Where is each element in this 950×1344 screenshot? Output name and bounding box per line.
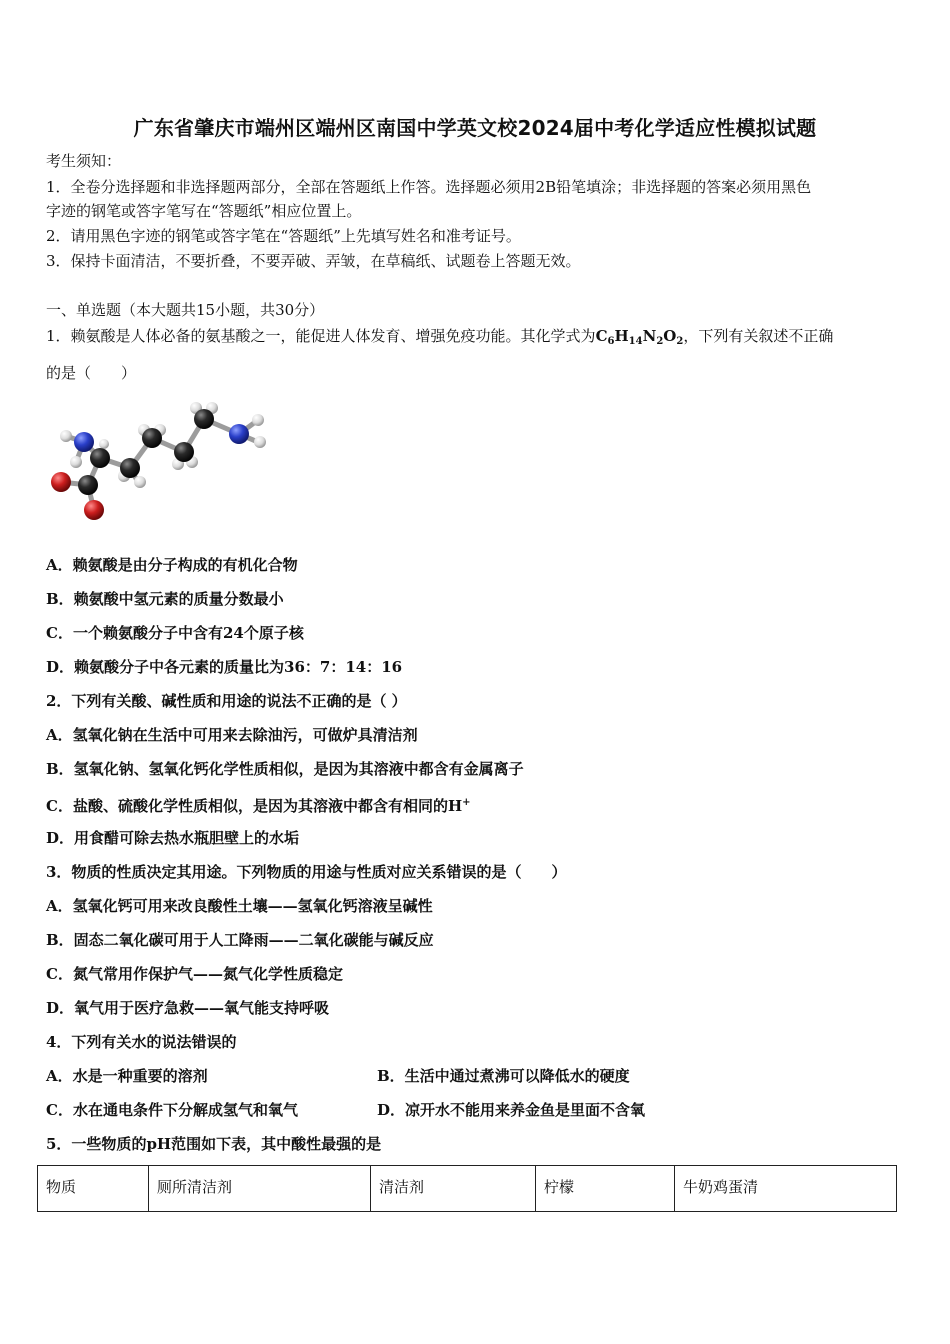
notice-item: 1．全卷分选择题和非选择题两部分，全部在答题纸上作答。选择题必须用2B铅笔填涂；非选择题的答案必须用黑色: [46, 178, 812, 196]
table-header-cell: 牛奶鸡蛋清: [675, 1166, 897, 1212]
q2-option-b: B．氢氧化钠、氢氧化钙化学性质相似，是因为其溶液中都含有金属离子: [46, 760, 524, 778]
notice-item: 3．保持卡面清洁，不要折叠，不要弄破、弄皱，在草稿纸、试题卷上答题无效。: [46, 252, 581, 270]
table-row: [38, 1166, 897, 1212]
table-header-cell: 厕所清洁剂: [149, 1166, 371, 1212]
ph-table: [37, 1165, 897, 1212]
q1-option-d: D．赖氨酸分子中各元素的质量比为36：7：14：16: [46, 658, 403, 676]
q3-option-a: A．氢氧化钙可用来改良酸性土壤——氢氧化钙溶液呈碱性: [46, 897, 433, 915]
q1-option-b: B．赖氨酸中氢元素的质量分数最小: [46, 590, 284, 608]
table-header-cell: 清洁剂: [371, 1166, 536, 1212]
q3-option-c: C．氮气常用作保护气——氮气化学性质稳定: [46, 965, 343, 983]
q4-option-a: A．水是一种重要的溶剂: [46, 1067, 208, 1085]
notice-item: 字迹的钢笔或答字笔写在“答题纸”相应位置上。: [46, 202, 362, 220]
q5-stem: 5．一些物质的pH范围如下表，其中酸性最强的是: [46, 1135, 382, 1153]
q3-option-b: B．固态二氧化碳可用于人工降雨——二氧化碳能与碱反应: [46, 931, 434, 949]
h-plus-superscript: +: [462, 797, 471, 808]
q1-formula: $C_6H_{14}N_2O_2$: [595, 327, 684, 347]
q1-stem-text-end: ，下列有关叙述不正确: [683, 327, 834, 345]
q1-option-a: A．赖氨酸是由分子构成的有机化合物: [46, 556, 298, 574]
q4-option-c: C．水在通电条件下分解成氢气和氧气: [46, 1101, 298, 1119]
q4-stem: 4．下列有关水的说法错误的: [46, 1033, 237, 1051]
q3-option-d: D．氧气用于医疗急救——氧气能支持呼吸: [46, 999, 330, 1017]
page-title: 广东省肇庆市端州区端州区南国中学英文校2024届中考化学适应性模拟试题: [133, 116, 817, 140]
q2-option-a: A．氢氧化钠在生活中可用来去除油污，可做炉具清洁剂: [46, 726, 418, 744]
q1-stem-cont: 的是（ ）: [46, 364, 137, 382]
q3-stem: 3．物质的性质决定其用途。下列物质的用途与性质对应关系错误的是（ ）: [46, 863, 567, 881]
q2-option-d: D．用食醋可除去热水瓶胆壁上的水垢: [46, 829, 300, 847]
q1-stem: [46, 326, 833, 352]
q4-option-b: B．生活中通过煮沸可以降低水的硬度: [377, 1067, 630, 1085]
q2-option-c: C．盐酸、硫酸化学性质相似，是因为其溶液中都含有相同的H+: [46, 797, 471, 815]
carbon-atoms: [78, 409, 214, 495]
table-header-cell: 柠檬: [536, 1166, 675, 1212]
notice-heading: 考生须知：: [46, 152, 122, 170]
q1-option-c: C．一个赖氨酸分子中含有24个原子核: [46, 624, 304, 642]
q4-option-d: D．凉开水不能用来养金鱼是里面不含氧: [377, 1101, 646, 1119]
q1-stem-text: 1．赖氨酸是人体必备的氨基酸之一，能促进人体发育、增强免疫功能。其化学式为: [46, 327, 596, 345]
section-heading: 一、单选题（本大题共15小题，共30分）: [46, 301, 325, 319]
notice-item: 2．请用黑色字迹的钢笔或答字笔在“答题纸”上先填写姓名和准考证号。: [46, 227, 521, 245]
q2-stem: 2．下列有关酸、碱性质和用途的说法不正确的是（ ）: [46, 692, 407, 710]
table-header-cell: 物质: [38, 1166, 149, 1212]
lysine-molecule-model: [44, 396, 274, 531]
